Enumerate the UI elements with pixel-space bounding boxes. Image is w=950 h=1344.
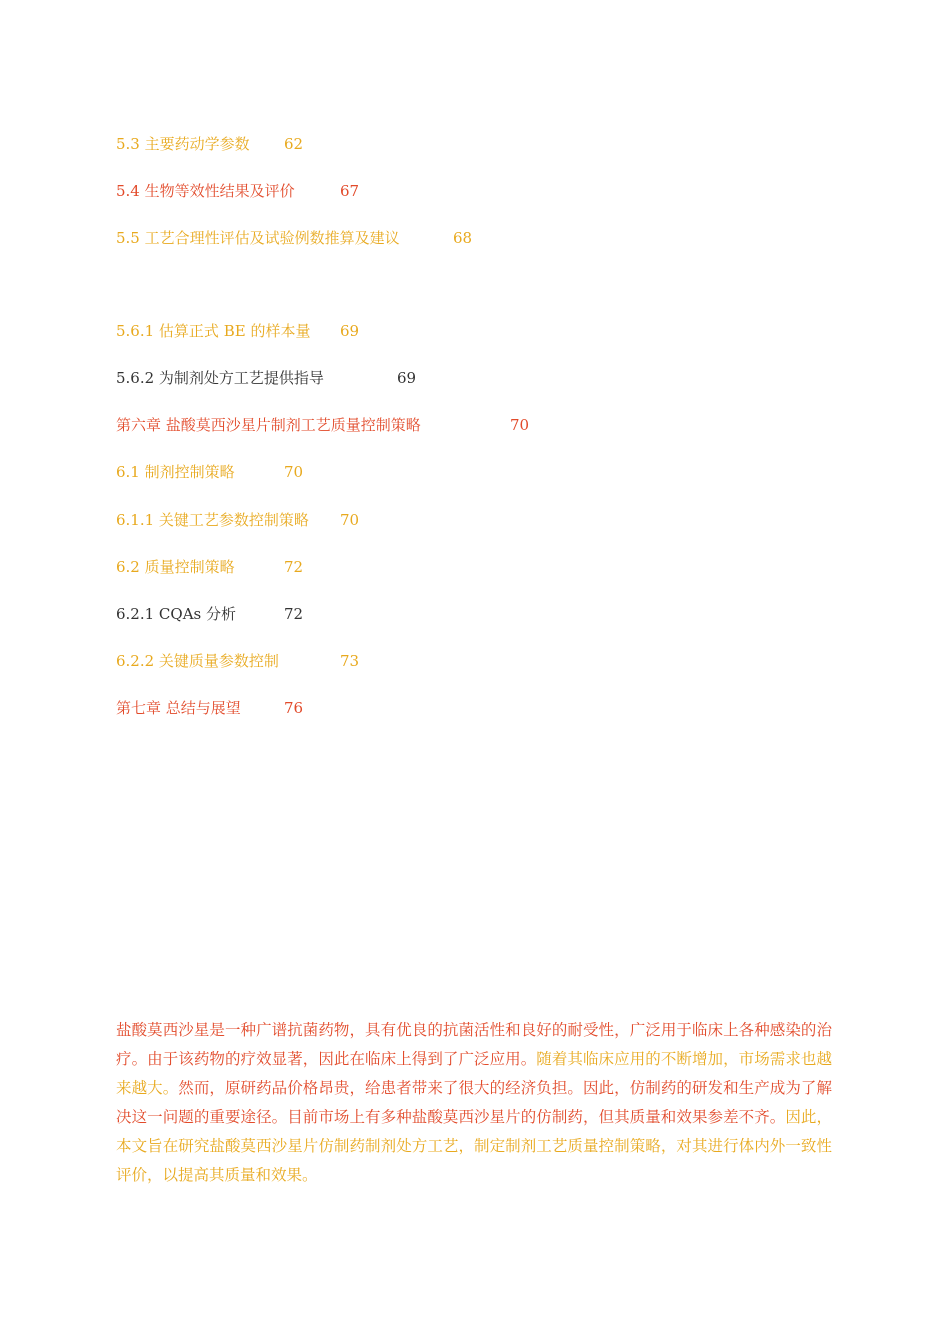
toc-entry-title: 6.2 质量控制策略	[116, 558, 235, 576]
toc-entry[interactable]	[116, 557, 304, 577]
toc-entry-page: 69	[397, 369, 417, 387]
toc-entry-title: 第七章 总结与展望	[116, 699, 241, 717]
toc-entry-page: 72	[284, 558, 304, 576]
toc-entry[interactable]	[116, 134, 304, 154]
toc-entry[interactable]	[116, 698, 304, 718]
toc-entry-title: 6.2.2 关键质量参数控制	[116, 652, 279, 670]
toc-entry[interactable]	[116, 604, 304, 624]
paragraph-segment: 随着其临床应用的不断增加，市场需求也越来越大。	[116, 1050, 832, 1097]
toc-entry-page: 62	[284, 135, 304, 153]
toc-entry-title: 5.3 主要药动学参数	[116, 135, 250, 153]
toc-entry-page: 73	[340, 652, 360, 670]
toc-entry[interactable]	[116, 228, 473, 248]
toc-entry-title: 第六章 盐酸莫西沙星片制剂工艺质量控制策略	[116, 416, 421, 434]
paragraph-segment: 因此，本文旨在研究盐酸莫西沙星片仿制药制剂处方工艺，制定制剂工艺质量控制策略，对其进行体内外一致性评价，以提高其质量和效果。	[116, 1108, 832, 1184]
toc-entry-title: 6.1 制剂控制策略	[116, 463, 235, 481]
toc-entry-page: 69	[340, 322, 360, 340]
toc-entry-title: 6.1.1 关键工艺参数控制策略	[116, 511, 309, 529]
toc-entry[interactable]	[116, 181, 360, 201]
toc-entry-title: 5.4 生物等效性结果及评价	[116, 182, 295, 200]
toc-entry-title: 6.2.1 CQAs 分析	[116, 605, 237, 623]
toc-entry[interactable]	[116, 462, 304, 482]
toc-entry[interactable]	[116, 368, 417, 388]
toc-entry-page: 67	[340, 182, 360, 200]
toc-entry-page: 70	[340, 511, 360, 529]
toc-entry-page: 70	[510, 416, 530, 434]
toc-entry-page: 68	[453, 229, 473, 247]
paragraph-segment: 然而，原研药品价格昂贵，给患者带来了很大的经济负担。因此，仿制药的研发和生产成为了解决这一问题的重要途径。目前市场上有多种盐酸莫西沙星片的仿制药，但其质量和效果参差不齐。	[116, 1079, 832, 1126]
toc-entry[interactable]	[116, 415, 530, 435]
toc-entry-page: 72	[284, 605, 304, 623]
toc-entry[interactable]	[116, 510, 360, 530]
toc-entry[interactable]	[116, 321, 360, 341]
paragraph-segment: 盐酸莫西沙星是一种广谱抗菌药物，具有优良的抗菌活性和良好的耐受性，广泛用于临床上各种感染的治疗。由于该药物的疗效显著，因此在临床上得到了广泛应用。	[116, 1021, 832, 1068]
toc-entry-page: 70	[284, 463, 304, 481]
toc-entry-title: 5.5 工艺合理性评估及试验例数推算及建议	[116, 229, 400, 247]
toc-entry-title: 5.6.2 为制剂处方工艺提供指导	[116, 369, 324, 387]
abstract-paragraph	[116, 1016, 832, 1190]
toc-entry-page: 76	[284, 699, 304, 717]
toc-entry-title: 5.6.1 估算正式 BE 的样本量	[116, 322, 311, 340]
toc-entry[interactable]	[116, 651, 360, 671]
